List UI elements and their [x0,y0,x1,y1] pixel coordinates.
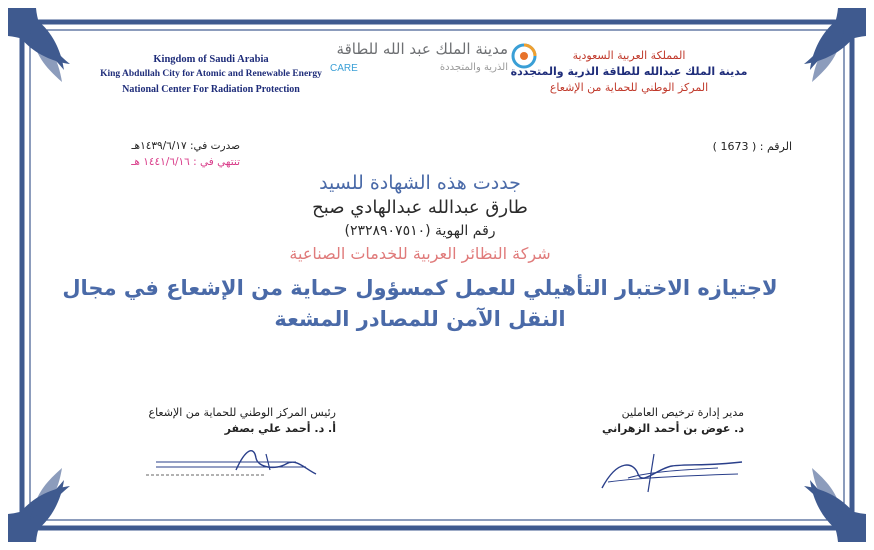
header-ar-country: المملكة العربية السعودية [572,49,686,62]
renewal-statement: جددت هذه الشهادة للسيد [319,172,521,194]
header-en-city: King Abdullah City for Atomic and Renewable Energy [100,69,322,79]
header-ar-city: مدينة الملك عبدالله للطاقة الذرية والمتجددة [510,65,748,78]
purpose-line-2: النقل الآمن للمصادر المشعة [274,307,566,331]
issue-date: صدرت في: ١٤٣٩/٦/١٧هـ [131,140,240,152]
signatory-name-right: د. عوض بن أحمد الزهراني [601,422,744,435]
reference-number: الرقم : ( 1673 ) [712,140,792,153]
signatory-title-right: مدير إدارة ترخيص العاملين [621,406,744,419]
header-en-country: Kingdom of Saudi Arabia [153,54,269,65]
signature-right [598,448,748,498]
signature-left [146,440,326,480]
expiry-date: تنتهي في : ١٤٤١/٦/١٦ هـ [131,156,240,168]
certificate-body [60,170,780,334]
corner-ornament-top-right [804,8,866,82]
header-english [86,52,336,97]
corner-ornament-bottom-left [8,468,70,542]
holder-name: طارق عبدالله عبدالهادي صبح [312,197,528,218]
signature-block-left [96,405,336,437]
corner-ornament-top-left [8,8,70,82]
header-arabic [494,48,764,96]
logo-arabic-subtext: الذرية والمتجددة [439,62,508,73]
signatory-name-left: أ. د. أحمد علي بصفر [224,422,336,435]
holder-id-number: رقم الهوية (٢٣٢٨٩٠٧٥١٠) [344,223,496,239]
signature-block-right [564,405,744,437]
purpose-line-1: لاجتيازه الاختبار التأهيلي للعمل كمسؤول حماية من الإشعاع في مجال [62,276,778,300]
issue-dates [131,138,240,170]
logo-care-text: CARE [330,63,358,74]
company-name: شركة النظائر العربية للخدمات الصناعية [289,244,551,263]
header-ar-center: المركز الوطني للحماية من الإشعاع [549,81,709,94]
corner-ornament-bottom-right [804,468,866,542]
header-en-center: National Center For Radiation Protection [122,84,300,95]
signatory-title-left: رئيس المركز الوطني للحماية من الإشعاع [148,406,336,419]
logo-arabic-text: مدينة الملك عبد الله للطاقة [336,40,508,58]
